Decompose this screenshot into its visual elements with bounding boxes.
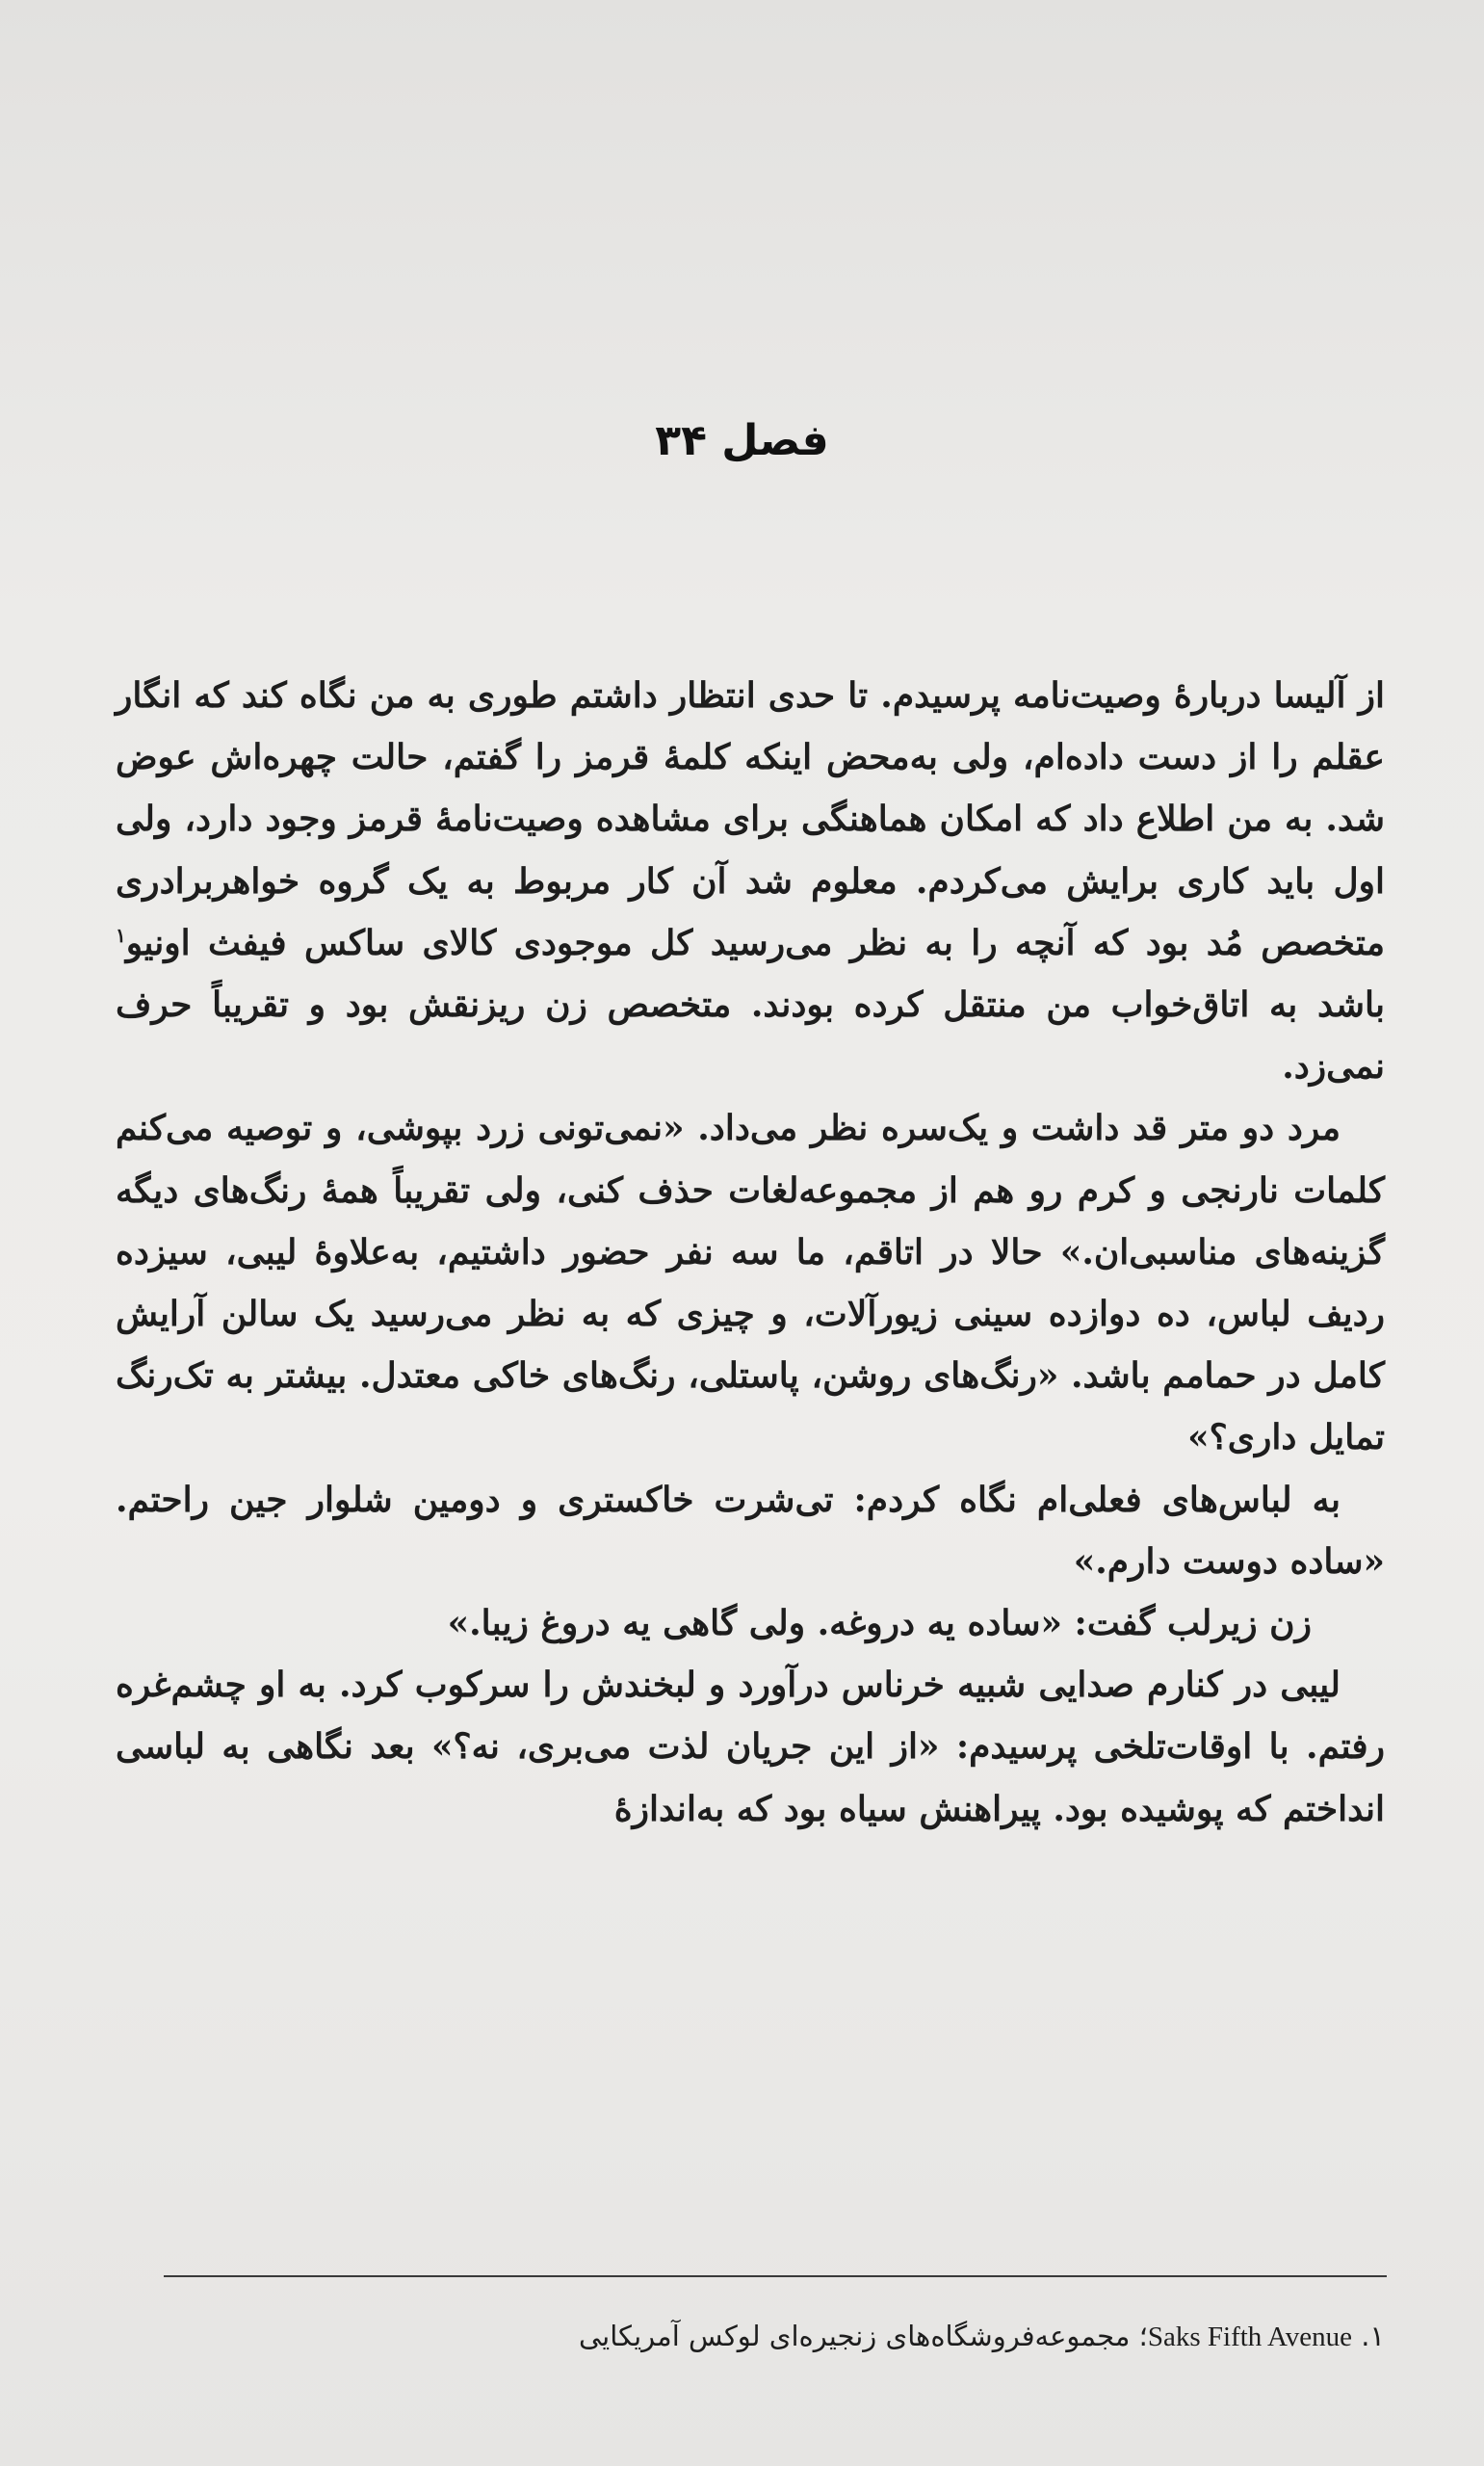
footnote-reference: ۱ [116,923,126,947]
chapter-title: فصل ۳۴ [655,416,829,465]
paragraph-4: زن زیرلب گفت: «ساده یه دروغه. ولی گاهی یه دروغ زیبا.» [447,1603,1312,1644]
paragraph-1-text-cont: باشد به اتاق‌خواب من منتقل کرده بودند. متخصص زن ریزنقش بود و تقریباً حرف نمی‌زد. [116,984,1385,1088]
body-text [116,665,1385,1840]
footnote [164,2317,1385,2356]
footnote-number: ۱. [1361,2320,1385,2352]
paragraph-1-text: از آلیسا دربارهٔ وصیت‌نامه پرسیدم. تا حدی انتظار داشتم طوری به من نگاه کند که انگار عقلم را از دست داده‌ام، ولی به‌محض اینکه کلمهٔ قرمز را گفتم، حالت چهره‌اش عوض شد. به من اطلاع داد که امکان هماهنگی برای مشاهده وصیت‌نامهٔ قرمز وجود دارد، ولی اول باید کاری برایش می‌کردم. معلوم شد آن کار مربوط به یک گروه خواهربرادری متخصص مُد بود که آنچه را به نظر می‌رسید کل موجودی کالای ساکس فیفث اونیو [116,675,1385,963]
paragraph-1 [116,665,1385,1097]
footnote-latin-term: Saks Fifth Avenue [1147,2322,1352,2352]
paragraph-2: مرد دو متر قد داشت و یک‌سره نظر می‌داد. «نمی‌تونی زرد بپوشی، و توصیه می‌کنم کلمات نارنجی و کرم رو هم از مجموعه‌لغات حذف کنی، ولی تقریباً همهٔ رنگ‌های دیگه گزینه‌های مناسبی‌ان.» حالا در اتاقم، ما سه نفر حضور داشتیم، به‌علاوهٔ لیبی، سیزده ردیف لباس، ده دوازده سینی زیورآلات، و چیزی که به نظر می‌رسید یک سالن آرایش کامل در حمامم باشد. «رنگ‌های روشن، پاستلی، رنگ‌های خاکی معتدل. بیشتر به تک‌رنگ تمایل داری؟» [116,1108,1385,1458]
paragraph-3: به لباس‌های فعلی‌ام نگاه کردم: تی‌شرت خاکستری و دومین شلوار جین راحتم. «ساده دوست دارم.» [116,1479,1385,1582]
paragraph-5: لیبی در کنارم صدایی شبیه خرناس درآورد و لبخندش را سرکوب کرد. به او چشم‌غره رفتم. با اوقات‌تلخی پرسیدم: «از این جریان لذت می‌بری، نه؟» بعد نگاهی به لباسی انداختم که پوشیده بود. پیراهنش سیاه بود که به‌اندازهٔ [116,1665,1385,1829]
footnote-divider [164,2275,1387,2277]
footnote-description: ؛ مجموعه‌فروشگاه‌های زنجیره‌ای لوکس آمریکایی [579,2320,1148,2352]
